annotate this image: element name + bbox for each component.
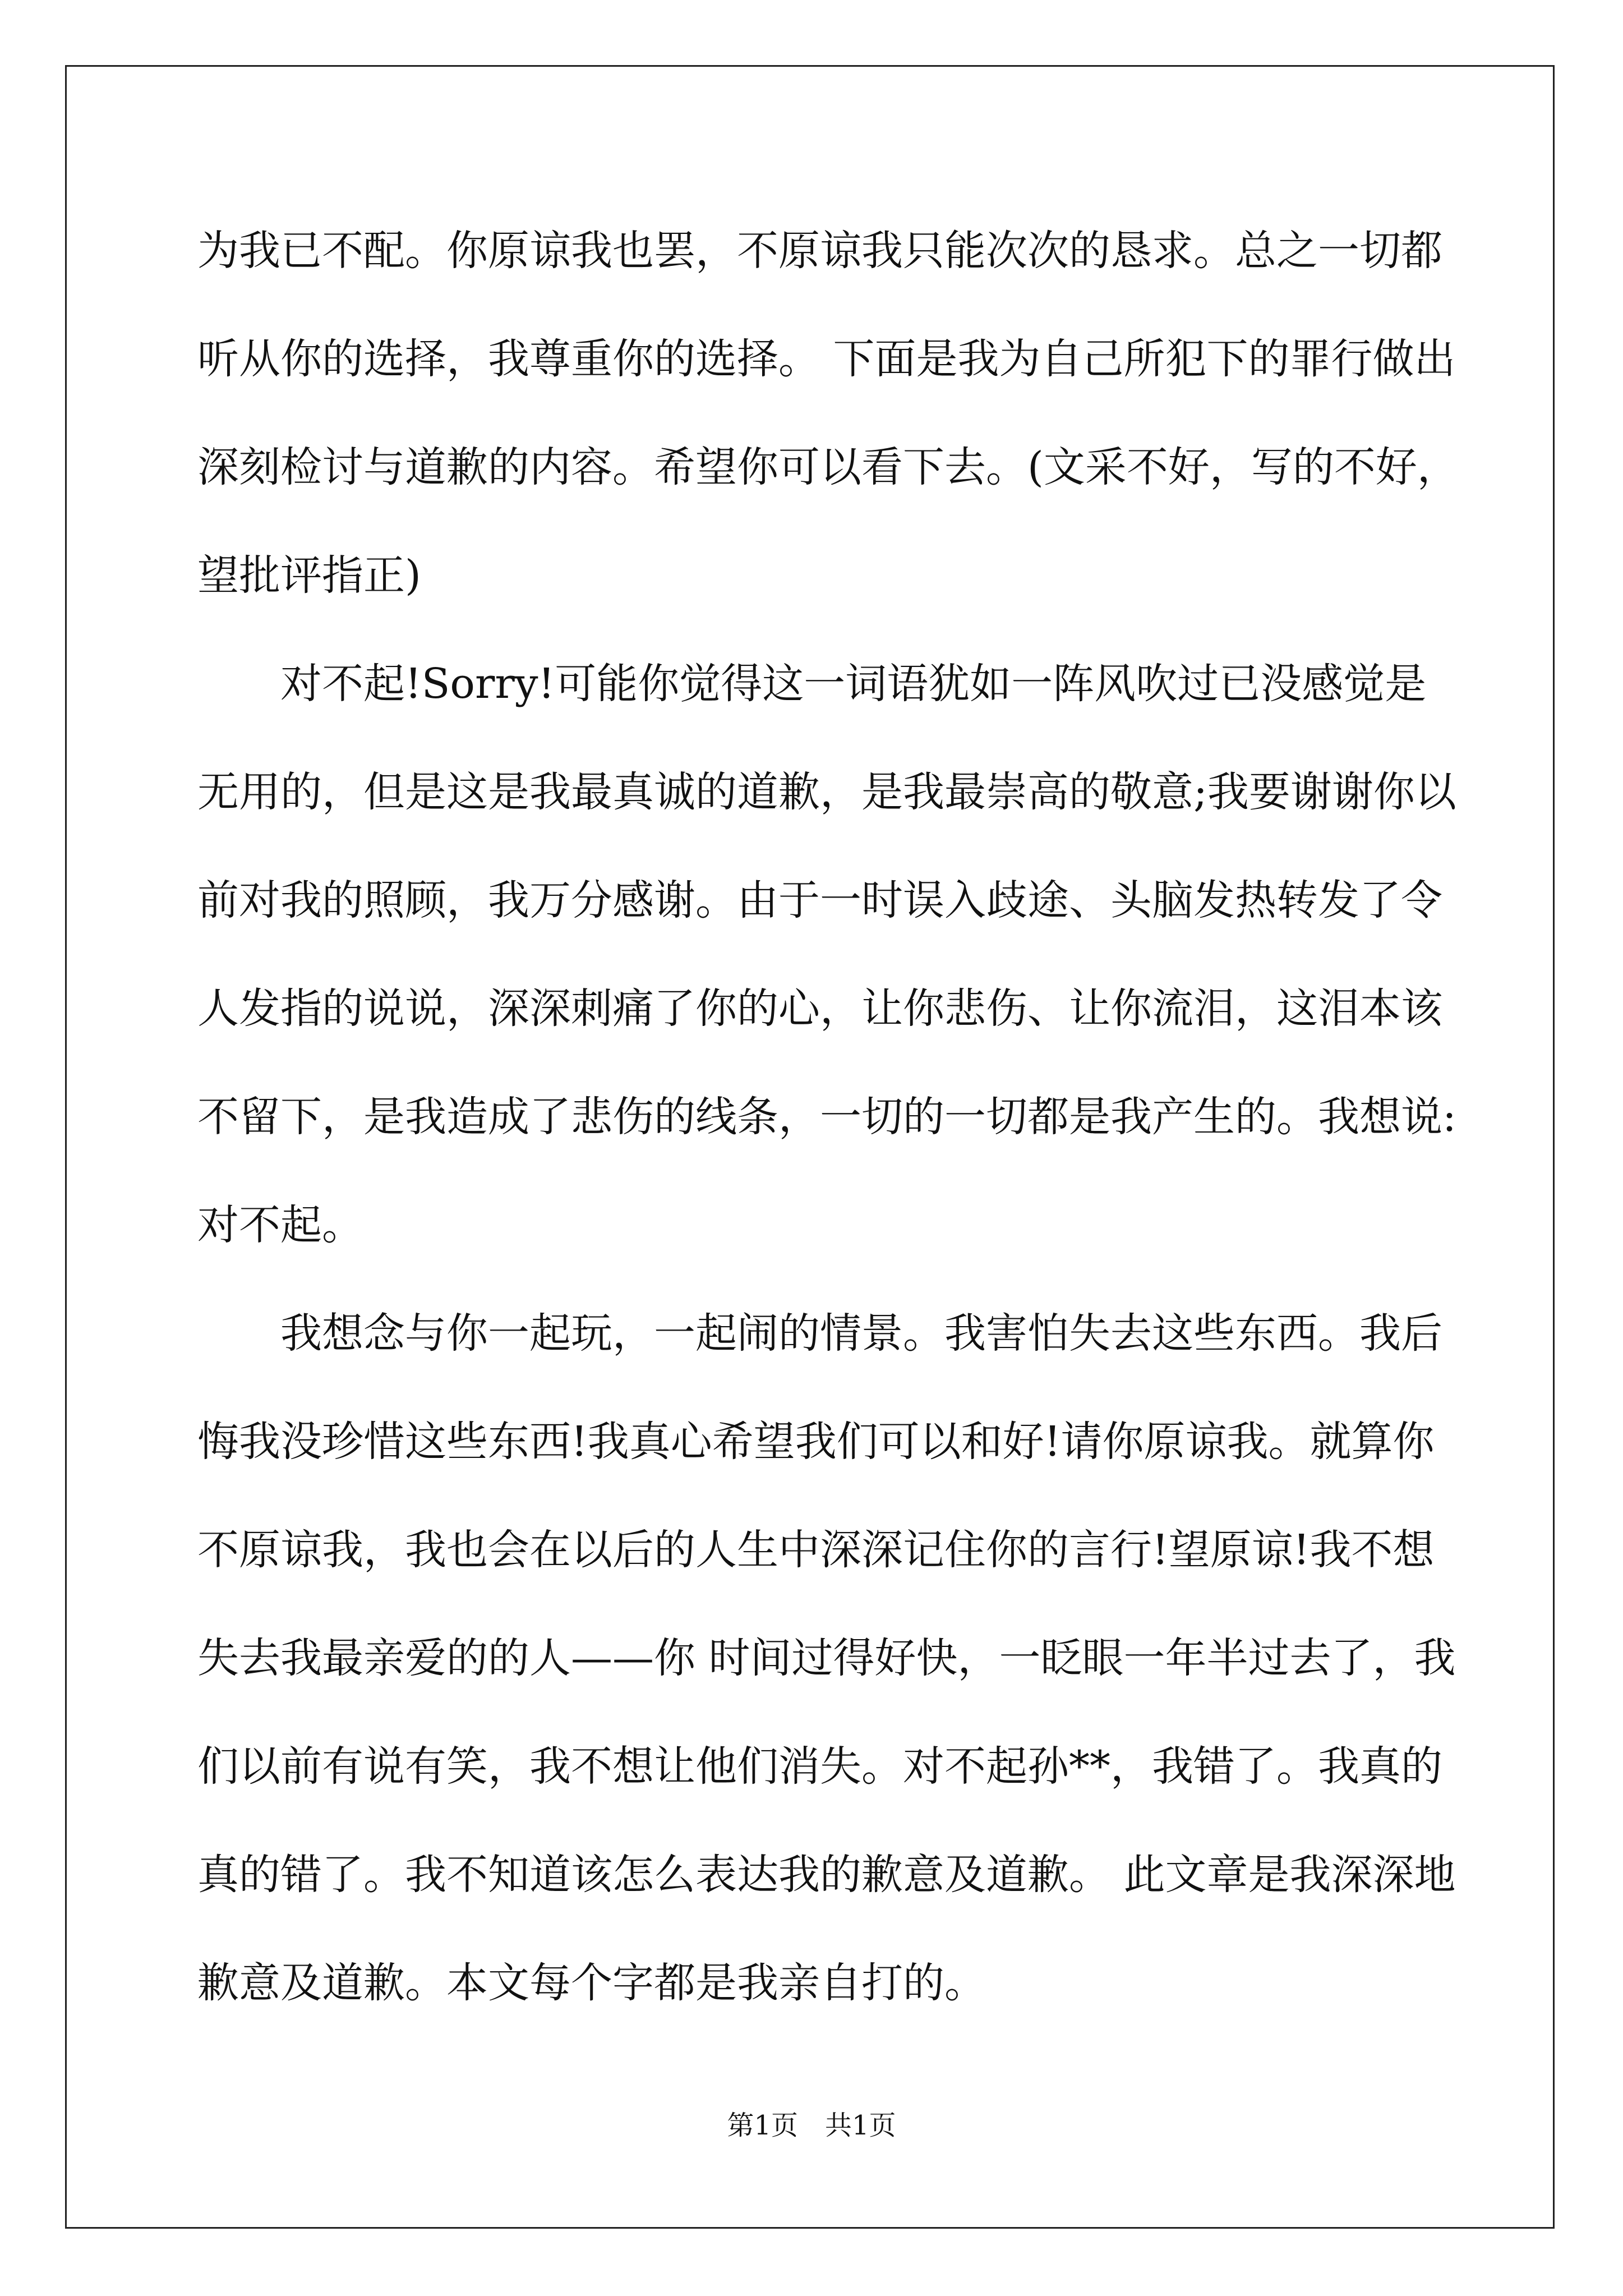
text-line: 无用的，但是这是我最真诚的道歉，是我最崇高的敬意;我要谢谢你以 bbox=[197, 768, 1456, 816]
text-line: 对不起。 bbox=[197, 1201, 363, 1249]
text-line: 对不起!Sorry!可能你觉得这一词语犹如一阵风吹过已没感觉是 bbox=[280, 660, 1427, 708]
text-line: 人发指的说说，深深刺痛了你的心，让你悲伤、让你流泪，这泪本该 bbox=[197, 984, 1442, 1033]
text-line: 歉意及道歉。本文每个字都是我亲自打的。 bbox=[197, 1959, 986, 2007]
text-line: 真的错了。我不知道该怎么表达我的歉意及道歉。 此文章是我深深地 bbox=[197, 1851, 1456, 1899]
text-line: 听从你的选择，我尊重你的选择。 下面是我为自己所犯下的罪行做出 bbox=[197, 335, 1456, 383]
text-line: 失去我最亲爱的的人——你 时间过得好快，一眨眼一年半过去了，我 bbox=[197, 1634, 1456, 1682]
text-line: 为我已不配。你原谅我也罢，不原谅我只能次次的恳求。总之一切都 bbox=[197, 227, 1442, 275]
text-line: 不原谅我，我也会在以后的人生中深深记住你的言行!望原谅!我不想 bbox=[197, 1526, 1435, 1574]
page-footer: 第1页 共1页 bbox=[727, 2110, 896, 2141]
text-line: 们以前有说有笑，我不想让他们消失。对不起孙**，我错了。我真的 bbox=[197, 1742, 1442, 1791]
text-line: 悔我没珍惜这些东西!我真心希望我们可以和好!请你原谅我。就算你 bbox=[197, 1418, 1435, 1466]
text-line: 望批评指正) bbox=[197, 551, 421, 600]
text-line: 不留下，是我造成了悲伤的线条，一切的一切都是我产生的。我想说: bbox=[197, 1093, 1456, 1141]
text-line: 深刻检讨与道歉的内容。希望你可以看下去。(文采不好，写的不好， bbox=[197, 443, 1459, 491]
text-line: 我想念与你一起玩，一起闹的情景。我害怕失去这些东西。我后 bbox=[280, 1309, 1442, 1358]
document-body bbox=[197, 214, 1459, 2055]
text-line: 前对我的照顾，我万分感谢。由于一时误入歧途、头脑发热转发了令 bbox=[197, 876, 1442, 924]
